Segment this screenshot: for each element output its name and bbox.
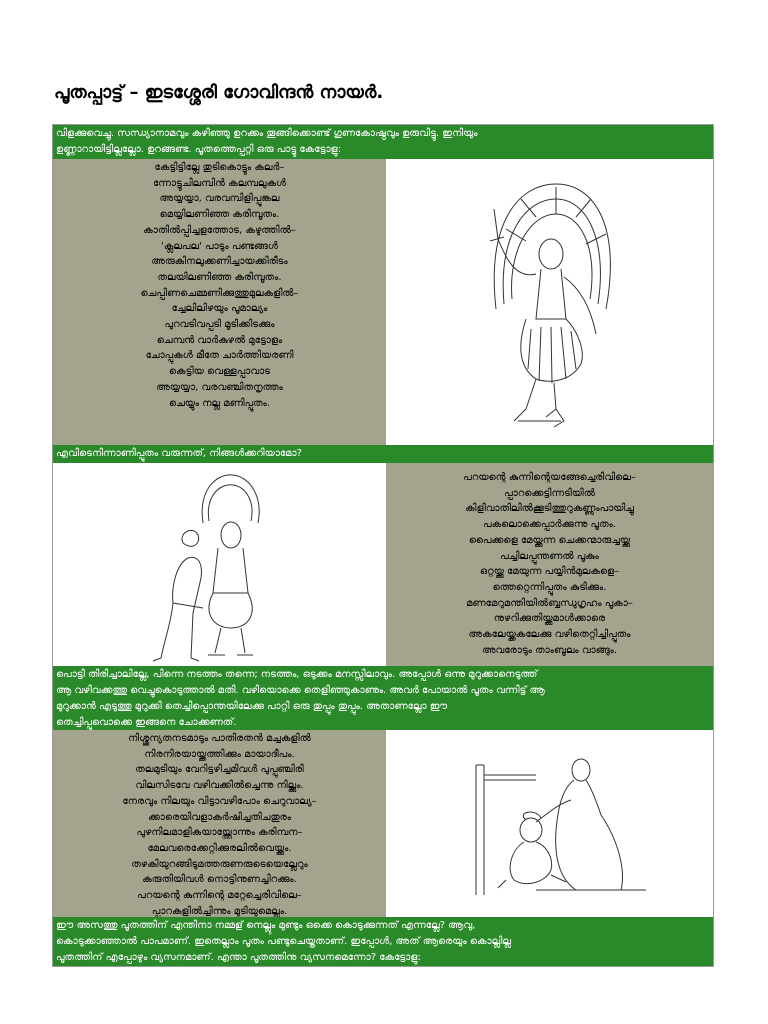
poem-line: പൈക്കളെ മേയ്ക്കുന്ന ചെക്കന്മാരുച്ചയ്ക്കു — [468, 534, 631, 546]
poem-line: വിലസിടവേ വഴിവക്കിൽച്ചെന്നു നില്ക്കും. — [135, 780, 304, 792]
intro-line: വിളക്കുവെച്ചു. സന്ധ്യാനാമവും കഴിഞ്ഞു ഉറക്കം തൂങ്ങിക്കൊണ്ട് ഗുണകോഷ്ഠവും ഉരുവിട്ടു. ഇനിയും — [56, 128, 478, 139]
poem-line: ചെമ്പൻ വാർകുഴൽ മുട്ടോളം — [156, 334, 283, 346]
intro-band — [53, 125, 713, 159]
poem-third — [53, 730, 386, 917]
poem-second — [386, 463, 713, 666]
middle-line: ആ വഴിവക്കത്തു വെച്ചുകൊടുത്താൽ മതി. വഴിയൊക്കെ തെളിഞ്ഞുകാണും. അവർ പോയാൽ പൂതം വന്നിട്ട് ആ — [56, 685, 545, 696]
middle-line: തെച്ചിപ്പൂവൊക്കെ ഇങ്ങനെ ചോക്കണത്. — [56, 717, 237, 728]
page-title: പൂതപ്പാട്ട് – ഇടശ്ശേരി ഗോവിന്ദൻ നായർ. — [54, 82, 384, 103]
poem-line: അയ്യയ്യാ, വരവഞ്ചിതനൃത്തം — [156, 381, 283, 393]
poem-line: തലമുടിയും വേറിട്ടഴിച്ചമിവൾ പുപ്പുഞ്ചിരി — [135, 764, 304, 776]
poem-line: നുഴറിക്കുതിയ്ക്കുമാൾക്കാരെ — [493, 613, 606, 625]
poem-line: 'ക്ലലപല' പാടും പണ്ടങ്ങൾ — [161, 240, 278, 252]
poem-line: കേട്ടിട്ടില്ലേ തുടികൊട്ടും കലർ– — [154, 162, 285, 173]
question-line: എവിടെനിന്നാണിപ്പൂതം വരുന്നത്, നിങ്ങൾക്കറിയാമോ? — [56, 448, 302, 459]
poem-line: അയ്യയ്യാ, വരവമ്പിളിപ്പൂങ്കല — [159, 193, 280, 205]
closing-line: പൂതത്തിന് എപ്പോഴും വ്യസനമാണ്. എന്താ പൂതത്തിനു വ്യസനമെന്നോ? കേട്ടോളു: — [56, 952, 421, 963]
poem-line: പുഴനിലമാളികയായ്ത്തോന്നും കരിമ്പന– — [136, 827, 303, 839]
closing-line: കൊടുക്കാഞ്ഞാൽ പാപമാണ്. ഇതെല്ലാം പൂതം പണ്ടുചെയ്തതാണ്. ഇപ്പോൾ, അത് ആരെയും കൊല്ലില്ല — [56, 936, 511, 947]
poem-line: കെട്ടിയ വെള്ളപ്പാവാട — [168, 366, 271, 378]
poem-line: പ്പാറകളിൽച്ചിന്നും മുടിയുമെല്ലും. — [151, 905, 288, 917]
mother-combing-child-icon — [386, 730, 713, 917]
poem-line: കരുതിയിവൾ നൊട്ടിനുണച്ചിറക്കും. — [142, 874, 297, 886]
bhootham-illustration — [53, 463, 386, 666]
poem-line: അകലേയ്ക്കകലേക്കു വഴിതെറ്റിച്ചിപ്പൂതം — [468, 629, 631, 641]
poem-first — [53, 159, 386, 445]
mother-child-illustration — [386, 730, 713, 917]
theyyam-figure-icon — [386, 159, 713, 445]
poem-line: ഒറ്റയ്ക്കു മേയുന്ന പയ്യിൻമുലകളെ– — [479, 566, 620, 578]
poem-line: ചെപ്പിണചെമ്മണിക്കുത്തുമുലകളിൽ– — [140, 287, 299, 299]
poem-line: നിരനിരയായ്ക്കത്തിക്കും മായാദീപം. — [144, 748, 295, 760]
poem-line: തലയിലണിഞ്ഞ കരിമ്പൂതം. — [157, 271, 282, 283]
poem-line: കിളിവാതിലിൽക്കൂടിത്തുറുകണ്ണുംപായിച്ചു — [465, 503, 634, 515]
poem-line: പ്പാറക്കെട്ടിന്നടിയിൽ — [504, 487, 595, 499]
poem-line: തഴകിയുറങ്ങിടുമത്തരുണരുടെയെല്ലേറും — [131, 858, 308, 870]
poem-line: അവരോടും താംബൂലം വാങ്ങും. — [481, 644, 618, 656]
poem-line: പുറവടിവപ്പടി മൂടിക്കിടക്കും — [164, 319, 275, 331]
middle-band — [53, 666, 713, 730]
poem-line: മണമേറുമന്തിയിൽബ്ബന്ധുഗൃഹം പൂകാ– — [466, 597, 633, 609]
poem-line: മെയ്യിലണിഞ്ഞ കരിമ്പൂതം. — [159, 209, 280, 221]
poem-line: ച്ചേലിലിഴയും പൂമാല്യം — [171, 303, 268, 315]
poem-line: നിശ്ശൂന്യതനടമാടും പാതിരതൻ മച്ചകളിൽ — [128, 733, 311, 744]
middle-line: പൊട്ടി തിരിച്ചാലില്ലേ, പിന്നെ നടത്തം തന്നെ; നടത്തം, ഒടുക്കം മനസ്സിലാവും. അപ്പോൾ ഒന്നു മുറുക്കാനെടുത്ത് — [56, 669, 538, 680]
poem-line: അരുകിനലുക്കണിച്ചായക്കിരീടം — [151, 256, 288, 268]
poem-line: ത്തെറ്റെന്നിപ്പൂതം കുടിക്കും. — [492, 581, 607, 593]
poem-line: പച്ചിലപ്പൂന്തണൽ പൂകും — [500, 550, 599, 562]
poem-line: നേരവും നിലയും വിട്ടാവഴിപോം ചെറുവാല്യ– — [122, 795, 317, 807]
intro-line: ഉണ്ണാറായിട്ടില്ലല്ലോ. ഉറങ്ങണ്ട. പൂതത്തെപ്പറ്റി ഒരു പാട്ടു കേട്ടോളു: — [56, 144, 342, 155]
question-band — [53, 445, 713, 463]
poem-line: ചോപ്പുകൾ മീതേ ചാർത്തിയരണി — [145, 350, 294, 362]
poem-line: ന്നോട്ടുചിലമ്പിൻ കലമ്പലുകൾ — [152, 177, 287, 189]
poem-line: പകലൊക്കെപ്പാർക്കുന്നു പൂതം. — [483, 519, 616, 531]
poem-line: പറയന്റെ കുന്നിന്റെ മറ്റേച്ചെരിവിലെ– — [137, 890, 302, 902]
bhootham-with-villager-icon — [53, 463, 386, 666]
poem-line: ചെയ്യും നല്ല മണിപ്പൂതം. — [168, 397, 271, 409]
poem-line: ക്കാരെയിവളാകർഷിച്ചതിചതുരം — [147, 811, 292, 823]
theyyam-illustration — [386, 159, 713, 445]
closing-band — [53, 917, 713, 966]
middle-line: മുറുക്കാൻ എടുത്തു മുറുക്കി തെച്ചിപ്പൊന്തയിലേക്കു പാറ്റി ഒരു തുപ്പും തുപ്പും. അതാണല്ലോ ഈ — [56, 701, 448, 712]
poem-line: മേലവരെക്കേറ്റിക്കുരലിൽവെയ്ക്കും. — [147, 842, 292, 854]
poem-line: കാതിൽപ്പിച്ചളത്തോട, കഴുത്തിൽ– — [143, 224, 296, 236]
poem-line: പറയന്റെ കുന്നിന്റെയങ്ങേച്ചെരിവിലെ– — [463, 472, 636, 483]
closing-line: ഈ അസത്തു പൂതത്തിന് എന്തിനാ നമ്മള് നെല്ലും മുണ്ടും ഒക്കെ കൊടുക്കുന്നത് എന്നല്ലേ? ആവു, — [56, 920, 476, 931]
